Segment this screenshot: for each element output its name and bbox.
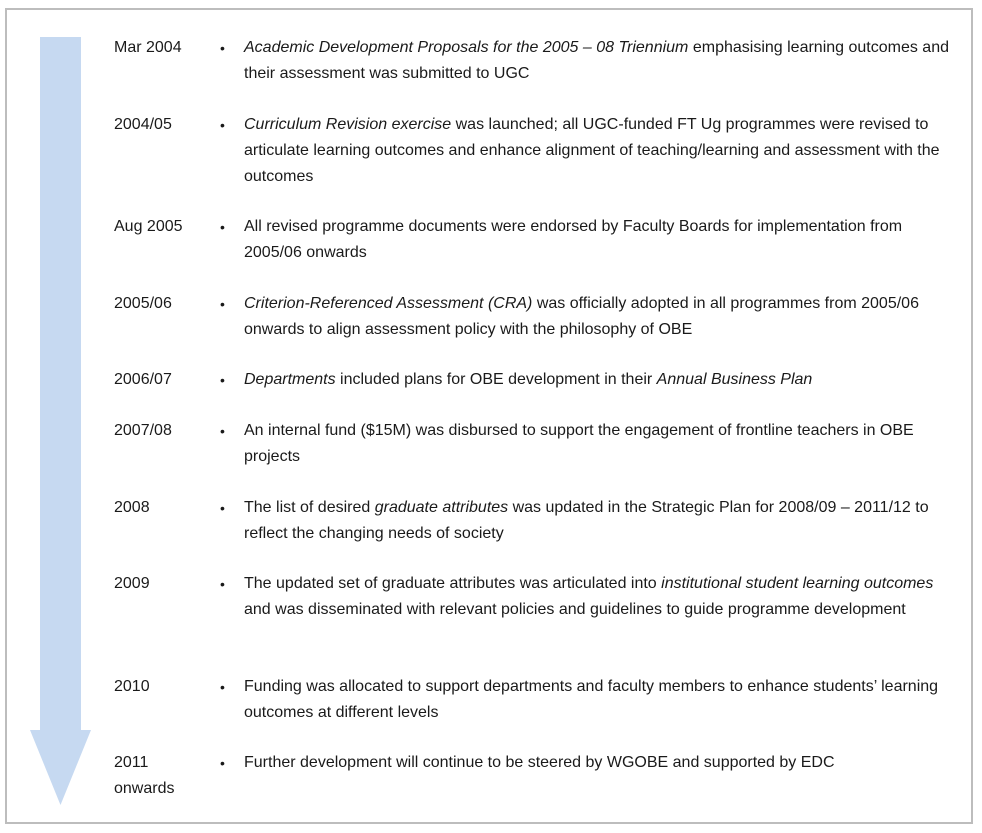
bullet-icon: • <box>220 755 225 771</box>
entry-date: 2011 onwards <box>114 754 175 797</box>
text-segment: was updated in the Strategic Plan for 2008/09 – 2011/12 to reflect the changing needs of society <box>244 499 929 542</box>
entry-description <box>244 571 960 623</box>
text-segment: The updated set of graduate attributes was articulated into <box>244 575 662 592</box>
bullet-icon: • <box>220 219 225 235</box>
text-segment: emphasising learning outcomes and their assessment was submitted to UGC <box>244 39 949 82</box>
entry-date: 2010 <box>114 678 150 695</box>
italic-text-segment: Departments <box>244 371 336 388</box>
bullet-icon: • <box>220 500 225 516</box>
entry-description <box>244 418 960 470</box>
bullet-icon: • <box>220 117 225 133</box>
entry-description <box>244 750 960 776</box>
arrow-shape <box>30 37 91 805</box>
text-segment: was officially adopted in all programmes from 2005/06 onwards to align assessment policy with the philosophy of OBE <box>244 295 919 338</box>
text-segment: and was disseminated with relevant policies and guidelines to guide programme development <box>244 601 906 618</box>
entry-description <box>244 495 960 547</box>
entry-description <box>244 35 960 87</box>
timeline-arrow <box>30 37 91 805</box>
text-segment: was launched; all UGC-funded FT Ug programmes were revised to articulate learning outcomes and enhance alignment of teaching/learning and assessment with the outcomes <box>244 116 940 185</box>
entry-description <box>244 112 960 190</box>
entry-date: 2009 <box>114 575 150 592</box>
entry-description <box>244 291 960 343</box>
italic-text-segment: Curriculum Revision exercise <box>244 116 452 133</box>
italic-text-segment: Criterion-Referenced Assessment (CRA) <box>244 295 533 312</box>
entry-date: Aug 2005 <box>114 218 183 235</box>
entry-date: 2005/06 <box>114 295 172 312</box>
text-segment: Further development will continue to be steered by WGOBE and supported by EDC <box>244 754 835 771</box>
bullet-icon: • <box>220 679 225 695</box>
bullet-icon: • <box>220 296 225 312</box>
entry-date: Mar 2004 <box>114 39 182 56</box>
entry-description <box>244 674 960 726</box>
text-segment: All revised programme documents were endorsed by Faculty Boards for implementation from 2005/06 onwards <box>244 218 903 261</box>
entry-date: 2007/08 <box>114 422 172 439</box>
bullet-icon: • <box>220 372 225 388</box>
entry-date: 2008 <box>114 499 150 516</box>
entry-date: 2006/07 <box>114 371 172 388</box>
bullet-icon: • <box>220 576 225 592</box>
text-segment: The list of desired <box>244 499 375 516</box>
italic-text-segment: Annual Business Plan <box>656 371 813 388</box>
bullet-icon: • <box>220 423 225 439</box>
text-segment: included plans for OBE development in their <box>335 371 657 388</box>
text-segment: Funding was allocated to support departments and faculty members to enhance students’ learning outcomes at different levels <box>244 678 939 721</box>
italic-text-segment: institutional student learning outcomes <box>661 575 934 592</box>
text-segment: An internal fund ($15M) was disbursed to support the engagement of frontline teachers in OBE projects <box>244 422 914 465</box>
entry-description <box>244 367 960 393</box>
italic-text-segment: Academic Development Proposals for the 2005 – 08 Triennium <box>244 39 689 56</box>
italic-text-segment: graduate attributes <box>374 499 509 516</box>
bullet-icon: • <box>220 40 225 56</box>
entry-date: 2004/05 <box>114 116 172 133</box>
entry-description <box>244 214 960 266</box>
